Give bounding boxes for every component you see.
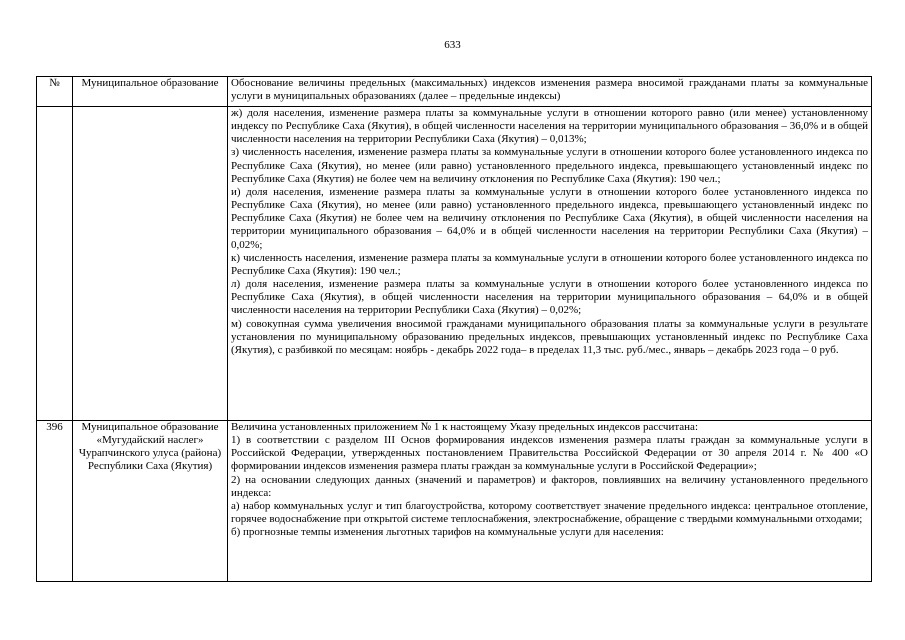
paragraph: б) прогнозные темпы изменения льготных тарифов на коммунальные услуги для населения:: [231, 526, 664, 539]
table-row: [37, 421, 872, 582]
row-municipality: Муниципальное образование «Мугудайский наслег» Чурапчинского улуса (района) Республики Саха (Якутия): [73, 421, 228, 582]
page-number: 633: [444, 39, 461, 51]
paragraph: Величина установленных приложением № 1 к настоящему Указу предельных индексов рассчитана:: [231, 421, 698, 433]
row-municipality: [73, 107, 228, 421]
paragraph: к) численность населения, изменение размера платы за коммунальные услуги в отношении которого более установленного индекса по Республике Саха (Якутия): 190 чел.;: [231, 251, 868, 277]
row-number: 396: [37, 421, 73, 582]
header-number: №: [37, 77, 73, 107]
header-municipality: Муниципальное образование: [73, 77, 228, 107]
paragraph: 2) на основании следующих данных (значений и параметров) и факторов, повлиявших на величину установленного предельного индекса:: [231, 473, 868, 499]
row-number: [37, 107, 73, 421]
paragraph: 1) в соответствии с разделом III Основ формирования индексов изменения размера платы граждан за коммунальные услуги в Российской Федерации, утвержденных постановлением Правительства Российской Федерации от 30 апреля 2014 г. № 400 «О формировании индексов изменения размера платы граждан за коммунальные услуги в Российской Федерации»;: [231, 434, 868, 473]
row-justification: [228, 107, 872, 421]
paragraph: м) совокупная сумма увеличения вносимой гражданами муниципального образования платы за коммунальные услуги в результате установления по муниципальному образованию предельных индексов, превышающих установленный индекс по Республике Саха (Якутия), с разбивкой по месяцам: ноябрь - декабрь 2022 года– в пределах 11,3 тыс. руб./мес., январь – декабрь 2023 года – 0 руб.: [231, 317, 868, 356]
table-row: [37, 107, 872, 421]
header-justification-text: Обоснование величины предельных (максимальных) индексов изменения размера вносимой гражданами платы за коммунальные услуги в муниципальных образованиях (далее – предельные индексы): [231, 77, 868, 103]
paragraph: а) набор коммунальных услуг и тип благоустройства, которому соответствует значение предельного индекса: центральное отопление, горячее водоснабжение при открытой системе теплоснабжения, электроснабжение, обращение с твердыми коммунальными отходами;: [231, 499, 868, 526]
header-justification: [228, 77, 872, 107]
paragraph: л) доля населения, изменение размера платы за коммунальные услуги в отношении которого более установленного индекса по Республике Саха (Якутия), в общей численности населения на территории муниципального образования – 64,0% и в общей численности населения на территории Республики Саха (Якутия) – 0,02%;: [231, 278, 868, 317]
indices-table: [36, 76, 872, 582]
paragraph: ж) доля населения, изменение размера платы за коммунальные услуги в отношении которого равно (или менее) установленному индексу по Республике Саха (Якутия), в общей численности населения на территории муниципального образования – 36,0% и в общей численности населения на территории Республики Саха (Якутия) – 0,013%;: [231, 107, 868, 146]
paragraph: и) доля населения, изменение размера платы за коммунальные услуги в отношении которого более установленного индекса по Республике Саха (Якутия), но менее (или равно) установленного предельного индекса, превышающего установленный индекс по Республике Саха (Якутия) не более чем на величину отклонения по Республике Саха (Якутия), в общей численности населения на территории муниципального образования – 64,0% и в общей численности населения на территории Республики Саха (Якутия) – 0,02%;: [231, 185, 868, 251]
paragraph: з) численность населения, изменение размера платы за коммунальные услуги в отношении которого более установленного индекса по Республике Саха (Якутия), но менее (или равно) установленного предельного индекса, превышающего установленный индекс по Республике Саха (Якутия) не более чем на величину отклонения по Республике Саха (Якутия): 190 чел.;: [231, 146, 868, 185]
table-header-row: [37, 77, 872, 107]
row-justification: [228, 421, 872, 582]
